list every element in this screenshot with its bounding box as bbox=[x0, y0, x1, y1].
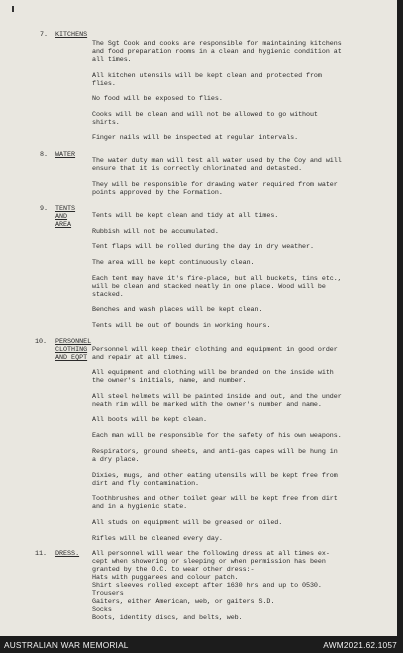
body-text-line: The water duty man will test all water used by the Coy and will bbox=[92, 157, 342, 165]
section-number: 7. bbox=[40, 31, 49, 39]
body-text-line: Personnel will keep their clothing and equipment in good order bbox=[92, 346, 338, 354]
body-text-line: All equipment and clothing will be branded on the inside with bbox=[92, 369, 334, 377]
body-text-line: will be clean and stacked neatly in one place. Wood will be bbox=[92, 283, 326, 291]
body-text-line: Rifles will be cleaned every day. bbox=[92, 535, 223, 543]
body-text-line: flies. bbox=[92, 80, 116, 88]
section-heading: PERSONNEL bbox=[55, 338, 92, 346]
body-text-line: The area will be kept continuously clean. bbox=[92, 259, 255, 267]
section-number: 11. bbox=[35, 550, 48, 558]
body-text-line: and in a hygienic state. bbox=[92, 503, 188, 511]
body-text-line: Tent flaps will be rolled during the day in dry weather. bbox=[92, 243, 314, 251]
body-text-line: Boots, identity discs, and belts, web. bbox=[92, 614, 243, 622]
body-text-line: Trousers bbox=[92, 590, 124, 598]
footer-catalogue-number: AWM2021.62.1057 bbox=[323, 640, 397, 650]
section-heading: AND bbox=[55, 213, 68, 221]
body-text-line: All boots will be kept clean. bbox=[92, 416, 207, 424]
body-text-line: Tents will be kept clean and tidy at all times. bbox=[92, 212, 279, 220]
body-text-line: Finger nails will be inspected at regular intervals. bbox=[92, 134, 299, 142]
body-text-line: Gaiters, either American, web, or gaiters S.D. bbox=[92, 598, 275, 606]
body-text-line: Shirt sleeves rolled except after 1630 hrs and up to 0530. bbox=[92, 582, 322, 590]
body-text-line: No food will be exposed to flies. bbox=[92, 95, 223, 103]
body-text-line: and food preparation rooms in a clean and hygienic condition at bbox=[92, 48, 342, 56]
body-text-line: Socks bbox=[92, 606, 112, 614]
body-text-line: ensure that it is correctly chlorinated and detasted. bbox=[92, 165, 303, 173]
body-text-line: All personnel will wear the following dress at all times ex- bbox=[92, 550, 330, 558]
section-heading: AND EQPT bbox=[55, 354, 88, 362]
body-text-line: points approved by the Formation. bbox=[92, 189, 223, 197]
section-number: 8. bbox=[40, 151, 49, 159]
section-heading: KITCHENS bbox=[55, 31, 88, 39]
punch-mark bbox=[12, 6, 14, 12]
footer-institution: AUSTRALIAN WAR MEMORIAL bbox=[4, 640, 129, 650]
body-text-line: Cooks will be clean and will not be allowed to go without bbox=[92, 111, 318, 119]
body-text-line: dirt and fly contamination. bbox=[92, 480, 200, 488]
body-text-line: Rubbish will not be accumulated. bbox=[92, 228, 219, 236]
body-text-line: all times. bbox=[92, 56, 132, 64]
body-text-line: Each tent may have it's fire-place, but all buckets, tins etc., bbox=[92, 275, 342, 283]
body-text-line: Respirators, ground sheets, and anti-gas capes will be hung in bbox=[92, 448, 338, 456]
section-heading: CLOTHING bbox=[55, 346, 88, 354]
body-text-line: All studs on equipment will be greased or oiled. bbox=[92, 519, 283, 527]
body-text-line: a dry place. bbox=[92, 456, 140, 464]
body-text-line: Each man will be responsible for the safety of his own weapons. bbox=[92, 432, 342, 440]
body-text-line: Dixies, mugs, and other eating utensils will be kept free from bbox=[92, 472, 338, 480]
body-text-line: Hats with puggarees and colour patch. bbox=[92, 574, 239, 582]
body-text-line: neath rim will be marked with the owner's number and name. bbox=[92, 401, 322, 409]
section-heading: DRESS. bbox=[55, 550, 80, 558]
body-text-line: stacked. bbox=[92, 291, 124, 299]
body-text-line: All steel helmets will be painted inside and out, and the under bbox=[92, 393, 342, 401]
section-heading: AREA bbox=[55, 221, 72, 229]
body-text-line: They will be responsible for drawing water required from water bbox=[92, 181, 338, 189]
body-text-line: the owner's initials, name, and number. bbox=[92, 377, 247, 385]
body-text-line: The Sgt Cook and cooks are responsible for maintaining kitchens bbox=[92, 40, 342, 48]
section-heading: WATER bbox=[55, 151, 76, 159]
body-text-line: Tents will be out of bounds in working hours. bbox=[92, 322, 271, 330]
section-number: 9. bbox=[40, 205, 49, 213]
body-text-line: and repair at all times. bbox=[92, 354, 188, 362]
section-number: 10. bbox=[35, 338, 48, 346]
body-text-line: granted by the O.C. to wear other dress:- bbox=[92, 566, 255, 574]
footer-bar bbox=[0, 636, 403, 653]
body-text-line: cept when showering or sleeping or when permission has been bbox=[92, 558, 326, 566]
body-text-line: Toothbrushes and other toilet gear will be kept free from dirt bbox=[92, 495, 338, 503]
body-text-line: Benches and wash places will be kept clean. bbox=[92, 306, 263, 314]
body-text-line: All kitchen utensils will be kept clean and protected from bbox=[92, 72, 322, 80]
section-heading: TENTS bbox=[55, 205, 76, 213]
body-text-line: shirts. bbox=[92, 119, 120, 127]
